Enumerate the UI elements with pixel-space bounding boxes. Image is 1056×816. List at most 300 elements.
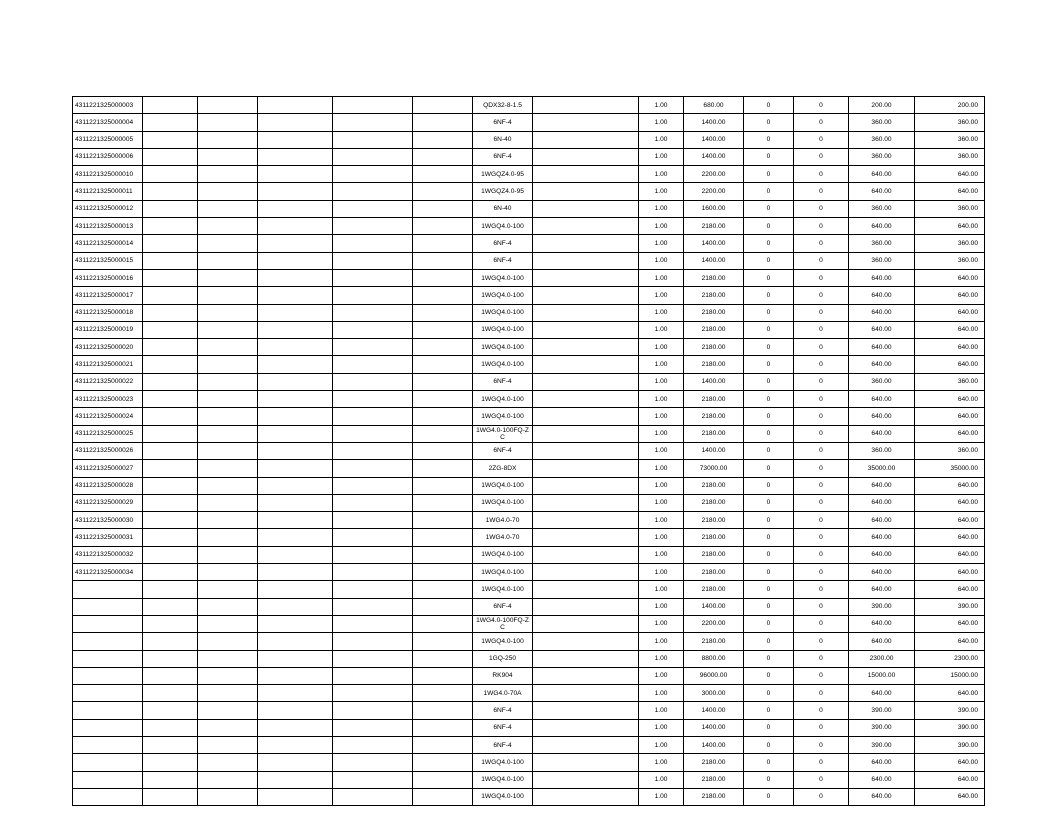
record-id: 4311221325000030 [73,512,143,529]
record-id: 4311221325000012 [73,200,143,217]
table-row [73,667,985,684]
total-subsidy: 640.00 [915,304,985,321]
model-number: 1WGQ4.0-100 [473,391,533,408]
purchaser-name [198,477,258,494]
quantity: 1.00 [639,546,684,563]
record-id [73,581,143,598]
extra-amount-a: 0 [744,512,794,529]
unit-price: 2180.00 [684,287,744,304]
table-row [73,788,985,805]
dealer-name [533,685,639,702]
subsidy-amount: 640.00 [849,321,915,338]
record-id: 4311221325000031 [73,529,143,546]
total-subsidy: 640.00 [915,477,985,494]
quantity: 1.00 [639,615,684,632]
unit-price: 2200.00 [684,183,744,200]
table-row [73,218,985,235]
town-name [143,685,198,702]
town-name [143,460,198,477]
model-number: 1WG4.0-100FQ-ZC [473,615,533,632]
total-subsidy: 640.00 [915,685,985,702]
town-name [143,114,198,131]
product-name [413,321,473,338]
quantity: 1.00 [639,685,684,702]
record-id [73,719,143,736]
table-row [73,391,985,408]
unit-price: 96000.00 [684,667,744,684]
table-row [73,321,985,338]
extra-amount-a: 0 [744,771,794,788]
model-number: 1WGQ4.0-100 [473,339,533,356]
manufacturer [333,200,413,217]
manufacturer [333,719,413,736]
subsidy-amount: 360.00 [849,252,915,269]
product-name [413,754,473,771]
machine-category [258,425,333,442]
purchaser-name [198,512,258,529]
record-id: 4311221325000010 [73,166,143,183]
extra-amount-a: 0 [744,252,794,269]
manufacturer [333,598,413,615]
purchaser-name [198,183,258,200]
extra-amount-a: 0 [744,529,794,546]
product-name [413,581,473,598]
record-id: 4311221325000024 [73,408,143,425]
subsidy-amount: 640.00 [849,615,915,632]
table-row [73,442,985,459]
town-name [143,702,198,719]
model-number: 1WGQ4.0-100 [473,304,533,321]
product-name [413,477,473,494]
model-number: 1GQ-250 [473,650,533,667]
record-id: 4311221325000004 [73,114,143,131]
quantity: 1.00 [639,183,684,200]
manufacturer [333,529,413,546]
manufacturer [333,788,413,805]
total-subsidy: 640.00 [915,546,985,563]
dealer-name [533,702,639,719]
dealer-name [533,754,639,771]
quantity: 1.00 [639,373,684,390]
subsidy-amount: 640.00 [849,287,915,304]
extra-amount-a: 0 [744,391,794,408]
purchaser-name [198,788,258,805]
extra-amount-b: 0 [794,356,849,373]
manufacturer [333,304,413,321]
manufacturer [333,425,413,442]
record-id [73,598,143,615]
table-row [73,269,985,286]
record-id: 4311221325000003 [73,97,143,114]
unit-price: 1400.00 [684,235,744,252]
dealer-name [533,97,639,114]
subsidy-amount: 640.00 [849,581,915,598]
table-row [73,166,985,183]
town-name [143,788,198,805]
town-name [143,252,198,269]
table-row [73,97,985,114]
machine-category [258,269,333,286]
dealer-name [533,200,639,217]
machine-category [258,736,333,753]
model-number: 1WGQ4.0-100 [473,771,533,788]
manufacturer [333,546,413,563]
manufacturer [333,408,413,425]
total-subsidy: 640.00 [915,512,985,529]
extra-amount-b: 0 [794,304,849,321]
manufacturer [333,442,413,459]
town-name [143,166,198,183]
machine-category [258,218,333,235]
quantity: 1.00 [639,339,684,356]
subsidy-amount: 640.00 [849,218,915,235]
product-name [413,408,473,425]
unit-price: 2180.00 [684,425,744,442]
purchaser-name [198,114,258,131]
town-name [143,736,198,753]
dealer-name [533,529,639,546]
record-id: 4311221325000005 [73,131,143,148]
machine-category [258,252,333,269]
purchaser-name [198,356,258,373]
town-name [143,564,198,581]
table-row [73,408,985,425]
quantity: 1.00 [639,633,684,650]
product-name [413,685,473,702]
dealer-name [533,546,639,563]
table-row [73,373,985,390]
machine-category [258,615,333,632]
product-name [413,702,473,719]
table-row [73,131,985,148]
manufacturer [333,564,413,581]
model-number: 1WG4.0-70 [473,529,533,546]
record-id: 4311221325000029 [73,494,143,511]
purchaser-name [198,321,258,338]
dealer-name [533,321,639,338]
product-name [413,633,473,650]
machine-category [258,754,333,771]
extra-amount-a: 0 [744,477,794,494]
subsidy-amount: 640.00 [849,269,915,286]
machine-category [258,512,333,529]
unit-price: 2180.00 [684,581,744,598]
table-row [73,339,985,356]
model-number: 6NF-4 [473,442,533,459]
purchaser-name [198,252,258,269]
extra-amount-a: 0 [744,218,794,235]
extra-amount-a: 0 [744,166,794,183]
subsidy-amount: 640.00 [849,546,915,563]
manufacturer [333,114,413,131]
total-subsidy: 390.00 [915,719,985,736]
model-number: 1WGQ4.0-100 [473,581,533,598]
record-id: 4311221325000019 [73,321,143,338]
subsidy-amount: 360.00 [849,148,915,165]
product-name [413,166,473,183]
unit-price: 1400.00 [684,148,744,165]
purchaser-name [198,304,258,321]
total-subsidy: 640.00 [915,581,985,598]
machine-category [258,633,333,650]
dealer-name [533,148,639,165]
model-number: 1WGQ4.0-100 [473,633,533,650]
table-row [73,512,985,529]
purchaser-name [198,200,258,217]
model-number: 6NF-4 [473,114,533,131]
quantity: 1.00 [639,218,684,235]
record-id: 4311221325000014 [73,235,143,252]
dealer-name [533,442,639,459]
dealer-name [533,183,639,200]
extra-amount-b: 0 [794,529,849,546]
model-number: 6NF-4 [473,235,533,252]
machine-category [258,408,333,425]
dealer-name [533,719,639,736]
quantity: 1.00 [639,512,684,529]
table-row [73,477,985,494]
model-number: 6NF-4 [473,702,533,719]
dealer-name [533,477,639,494]
extra-amount-a: 0 [744,97,794,114]
machine-category [258,356,333,373]
quantity: 1.00 [639,97,684,114]
record-id [73,736,143,753]
town-name [143,546,198,563]
total-subsidy: 640.00 [915,218,985,235]
machine-category [258,771,333,788]
quantity: 1.00 [639,252,684,269]
table-row [73,200,985,217]
table-row [73,494,985,511]
dealer-name [533,581,639,598]
total-subsidy: 390.00 [915,598,985,615]
purchaser-name [198,339,258,356]
quantity: 1.00 [639,166,684,183]
record-id [73,633,143,650]
total-subsidy: 35000.00 [915,460,985,477]
extra-amount-b: 0 [794,166,849,183]
record-id [73,685,143,702]
total-subsidy: 360.00 [915,373,985,390]
quantity: 1.00 [639,321,684,338]
town-name [143,512,198,529]
dealer-name [533,615,639,632]
machine-category [258,200,333,217]
machine-category [258,598,333,615]
subsidy-amount: 360.00 [849,373,915,390]
extra-amount-b: 0 [794,287,849,304]
town-name [143,218,198,235]
total-subsidy: 360.00 [915,114,985,131]
extra-amount-b: 0 [794,494,849,511]
unit-price: 1400.00 [684,719,744,736]
product-name [413,615,473,632]
subsidy-amount: 640.00 [849,771,915,788]
record-id: 4311221325000013 [73,218,143,235]
product-name [413,287,473,304]
purchaser-name [198,736,258,753]
extra-amount-b: 0 [794,442,849,459]
machine-category [258,788,333,805]
machine-category [258,494,333,511]
product-name [413,771,473,788]
town-name [143,477,198,494]
model-number: QDX32-8-1.5 [473,97,533,114]
product-name [413,512,473,529]
table-row [73,719,985,736]
manufacturer [333,235,413,252]
machine-category [258,442,333,459]
record-id: 4311221325000032 [73,546,143,563]
product-name [413,148,473,165]
machine-category [258,650,333,667]
extra-amount-b: 0 [794,408,849,425]
product-name [413,736,473,753]
dealer-name [533,356,639,373]
purchaser-name [198,754,258,771]
record-id [73,667,143,684]
product-name [413,373,473,390]
product-name [413,269,473,286]
manufacturer [333,166,413,183]
extra-amount-b: 0 [794,252,849,269]
extra-amount-b: 0 [794,131,849,148]
town-name [143,200,198,217]
subsidy-amount: 640.00 [849,391,915,408]
purchaser-name [198,235,258,252]
quantity: 1.00 [639,391,684,408]
town-name [143,97,198,114]
extra-amount-b: 0 [794,615,849,632]
total-subsidy: 640.00 [915,408,985,425]
model-number: 1WGQ4.0-100 [473,788,533,805]
subsidy-amount: 360.00 [849,235,915,252]
extra-amount-b: 0 [794,200,849,217]
extra-amount-a: 0 [744,564,794,581]
extra-amount-b: 0 [794,754,849,771]
subsidy-amount: 15000.00 [849,667,915,684]
manufacturer [333,771,413,788]
machine-category [258,304,333,321]
dealer-name [533,218,639,235]
subsidy-amount: 35000.00 [849,460,915,477]
unit-price: 1400.00 [684,702,744,719]
model-number: 1WGQ4.0-100 [473,218,533,235]
dealer-name [533,287,639,304]
product-name [413,97,473,114]
record-id: 4311221325000034 [73,564,143,581]
quantity: 1.00 [639,200,684,217]
manufacturer [333,460,413,477]
extra-amount-b: 0 [794,269,849,286]
extra-amount-b: 0 [794,512,849,529]
record-id: 4311221325000017 [73,287,143,304]
table-row [73,598,985,615]
product-name [413,425,473,442]
purchaser-name [198,564,258,581]
record-id: 4311221325000027 [73,460,143,477]
manufacturer [333,131,413,148]
extra-amount-b: 0 [794,633,849,650]
product-name [413,304,473,321]
quantity: 1.00 [639,356,684,373]
quantity: 1.00 [639,460,684,477]
purchaser-name [198,442,258,459]
machine-category [258,321,333,338]
dealer-name [533,650,639,667]
machine-category [258,546,333,563]
unit-price: 2180.00 [684,477,744,494]
town-name [143,304,198,321]
town-name [143,235,198,252]
quantity: 1.00 [639,581,684,598]
product-name [413,131,473,148]
subsidy-amount: 640.00 [849,529,915,546]
table-row [73,633,985,650]
subsidy-amount: 640.00 [849,754,915,771]
purchaser-name [198,685,258,702]
dealer-name [533,564,639,581]
extra-amount-a: 0 [744,442,794,459]
extra-amount-b: 0 [794,702,849,719]
model-number: 1WGQ4.0-100 [473,477,533,494]
extra-amount-b: 0 [794,719,849,736]
purchaser-name [198,650,258,667]
subsidy-amount: 390.00 [849,719,915,736]
total-subsidy: 360.00 [915,442,985,459]
unit-price: 2180.00 [684,339,744,356]
purchaser-name [198,148,258,165]
subsidy-amount: 200.00 [849,97,915,114]
town-name [143,287,198,304]
extra-amount-b: 0 [794,391,849,408]
manufacturer [333,754,413,771]
subsidy-amount: 640.00 [849,477,915,494]
extra-amount-a: 0 [744,633,794,650]
extra-amount-a: 0 [744,425,794,442]
manufacturer [333,702,413,719]
manufacturer [333,373,413,390]
dealer-name [533,425,639,442]
total-subsidy: 640.00 [915,339,985,356]
total-subsidy: 360.00 [915,235,985,252]
subsidy-amount: 640.00 [849,685,915,702]
extra-amount-b: 0 [794,650,849,667]
machine-category [258,287,333,304]
unit-price: 2200.00 [684,615,744,632]
extra-amount-a: 0 [744,373,794,390]
unit-price: 2180.00 [684,218,744,235]
total-subsidy: 640.00 [915,529,985,546]
extra-amount-a: 0 [744,650,794,667]
dealer-name [533,114,639,131]
subsidy-amount: 360.00 [849,131,915,148]
extra-amount-a: 0 [744,131,794,148]
quantity: 1.00 [639,235,684,252]
extra-amount-a: 0 [744,754,794,771]
record-id: 4311221325000018 [73,304,143,321]
table-row [73,460,985,477]
town-name [143,598,198,615]
model-number: 1WGQ4.0-100 [473,408,533,425]
record-id [73,615,143,632]
quantity: 1.00 [639,598,684,615]
extra-amount-b: 0 [794,235,849,252]
subsidy-amount: 640.00 [849,166,915,183]
town-name [143,442,198,459]
total-subsidy: 640.00 [915,494,985,511]
